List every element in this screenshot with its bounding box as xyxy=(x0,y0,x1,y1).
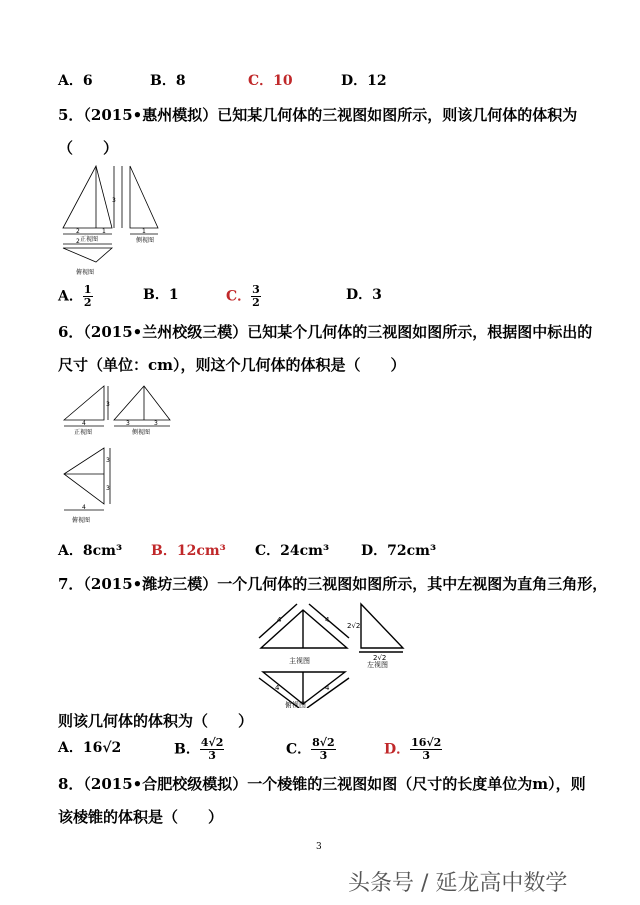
q5-dim-2b: 2 xyxy=(76,238,80,245)
q4-option-c: C．10 xyxy=(248,73,293,89)
q7-dim-4a: 4 xyxy=(277,616,282,624)
q5-paren: （ ） xyxy=(58,139,119,157)
q6-dim-3a: 3 xyxy=(106,401,110,408)
q6-front-label: 正视图 xyxy=(74,429,93,436)
q6-dim-3e: 3 xyxy=(106,485,110,492)
q5-option-c-label: C． xyxy=(226,288,252,305)
q6-top-label: 俯视图 xyxy=(72,517,91,524)
q5-option-b: B．1 xyxy=(143,287,179,303)
q6-side-view xyxy=(114,386,170,420)
q8-stem-line1: 8．（2015•合肥校级模拟）一个棱锥的三视图如图（尺寸的长度单位为m），则 xyxy=(58,775,586,793)
q7-option-a-label: A． xyxy=(58,740,83,756)
q7-dim-4b: 4 xyxy=(325,616,330,624)
q5-dim-1: 1 xyxy=(102,228,106,235)
frac-num: 3 xyxy=(252,283,260,296)
q5-dim-1b: 1 xyxy=(142,228,146,235)
q7-top-label: 俯视图 xyxy=(285,701,306,708)
q7-option-d-fraction xyxy=(410,737,442,762)
frac-den: 2 xyxy=(252,296,260,309)
q7-option-d-label: D． xyxy=(384,741,411,758)
q6-option-d: D．72cm³ xyxy=(361,543,437,559)
frac-den: 3 xyxy=(319,749,328,762)
q7-option-b-fraction xyxy=(200,737,225,762)
q6-dim-3b: 3 xyxy=(126,420,130,427)
q5-top-label: 俯视图 xyxy=(76,269,95,276)
watermark: 头条号 / 延龙高中数学 xyxy=(348,871,568,896)
q6-top-view xyxy=(64,448,104,504)
q5-front-view xyxy=(63,166,112,228)
q5-option-a xyxy=(58,284,93,309)
q7-option-a-value: 16√2 xyxy=(82,740,122,756)
q7-question: 则该几何体的体积为（ ） xyxy=(58,712,254,730)
q5-option-c xyxy=(226,284,261,309)
q5-side-label: 侧视图 xyxy=(136,237,155,244)
q7-dim-r22b: 2√2 xyxy=(373,654,387,662)
q8-stem-line2: 该棱锥的体积是（ ） xyxy=(58,808,224,826)
frac-num: 4√2 xyxy=(200,736,224,749)
q4-option-b: B．8 xyxy=(150,73,186,89)
q4-option-d: D．12 xyxy=(341,73,387,89)
q7-main-label: 主视图 xyxy=(289,657,310,665)
page-number: 3 xyxy=(316,842,322,852)
q5-option-a-fraction xyxy=(83,284,93,309)
frac-den: 3 xyxy=(208,749,216,762)
q5-option-d: D．3 xyxy=(346,287,382,303)
q6-option-b: B．12cm³ xyxy=(151,543,226,559)
q7-figure xyxy=(255,600,415,708)
q7-left-label: 左视图 xyxy=(367,661,388,669)
q7-option-b xyxy=(174,737,224,762)
frac-num: 16√2 xyxy=(411,736,442,749)
q7-option-a xyxy=(58,737,121,757)
q4-option-a: A．6 xyxy=(58,73,93,89)
q5-dim-3: 3 xyxy=(112,197,116,204)
q5-option-c-fraction xyxy=(251,284,261,309)
q7-dim-4c: 4 xyxy=(275,684,280,692)
q5-dim-2: 2 xyxy=(76,228,80,235)
q6-dim-3c: 3 xyxy=(154,420,158,427)
frac-den: 3 xyxy=(422,749,431,762)
q6-option-c: C．24cm³ xyxy=(255,543,330,559)
frac-den: 2 xyxy=(83,296,92,309)
q7-option-c-label: C． xyxy=(286,741,312,758)
frac-num: 8√2 xyxy=(312,736,335,749)
q5-front-label: 正视图 xyxy=(80,236,99,243)
q5-figure xyxy=(58,162,168,280)
q6-stem-line1: 6．（2015•兰州校级三模）已知某个几何体的三视图如图所示，根据图中标出的 xyxy=(58,323,593,341)
q7-dim-r22a: 2√2 xyxy=(347,622,361,630)
q6-stem-line2: 尺寸（单位：cm），则这个几何体的体积是（ ） xyxy=(58,356,406,374)
q6-dim-4b: 4 xyxy=(82,504,86,511)
q5-top-view xyxy=(63,248,112,262)
q7-option-b-label: B． xyxy=(174,741,200,758)
q6-option-a: A．8cm³ xyxy=(58,543,123,559)
frac-num: 1 xyxy=(83,283,92,296)
q7-option-c xyxy=(286,737,336,762)
q7-dim-4d: 4 xyxy=(325,684,330,692)
q5-stem: 5．（2015•惠州模拟）已知某几何体的三视图如图所示，则该几何体的体积为 xyxy=(58,106,578,124)
q6-dim-4a: 4 xyxy=(82,420,86,427)
q7-main-view xyxy=(261,610,347,648)
q5-side-view xyxy=(130,166,158,228)
q6-side-label: 侧视图 xyxy=(132,429,151,436)
q5-option-a-label: A． xyxy=(58,288,83,305)
q7-left-view xyxy=(361,604,403,648)
q7-option-d xyxy=(384,737,442,762)
q7-option-c-fraction xyxy=(311,737,336,762)
q7-stem: 7．（2015•潍坊三模）一个几何体的三视图如图所示，其中左视图为直角三角形， xyxy=(58,575,608,593)
q6-dim-3d: 3 xyxy=(106,457,110,464)
q6-front-view xyxy=(64,386,104,420)
q6-figure xyxy=(58,382,188,530)
